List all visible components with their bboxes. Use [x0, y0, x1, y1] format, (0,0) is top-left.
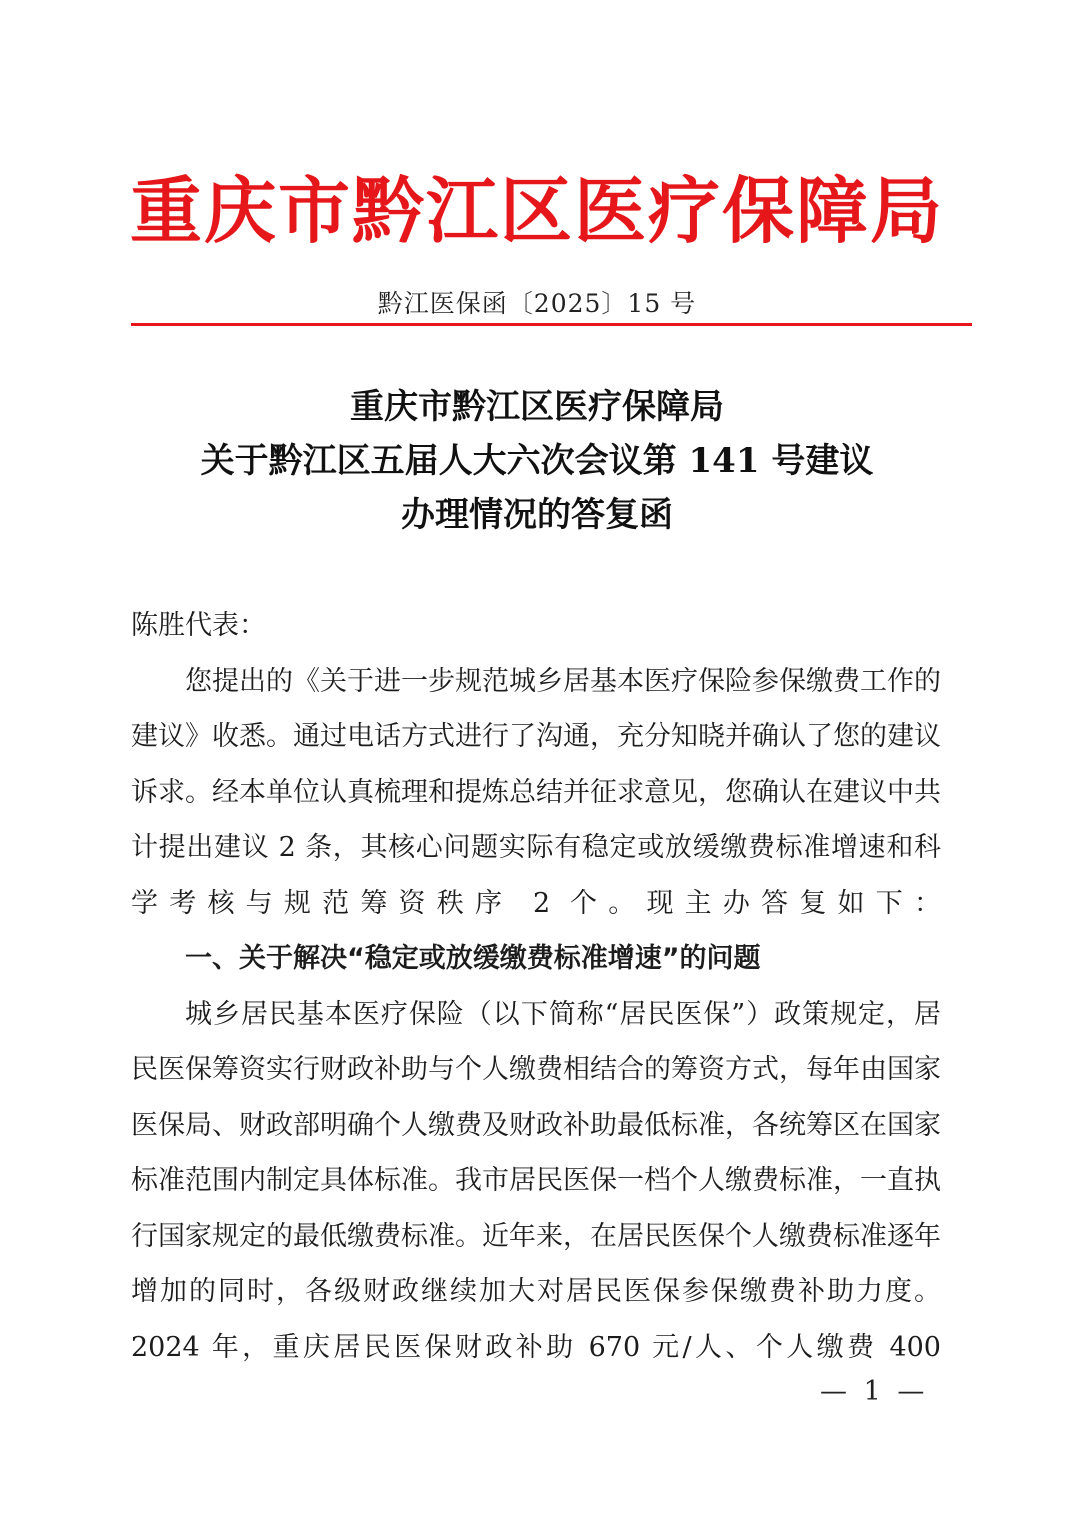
paragraph-1: 您提出的《关于进一步规范城乡居基本医疗保险参保缴费工作的建议》收悉。通过电话方式进行了沟通，充分知晓并确认了您的建议诉求。经本单位认真梳理和提炼总结并征求意见，您确认在建议中共计提出建议 2 条，其核心问题实际有稳定或放缓缴费标准增速和科学考核与规范筹资秩序 2 个。现主办答复如下： — [131, 665, 941, 919]
masthead: 重庆市黔江区医疗保障局 — [129, 168, 944, 253]
red-divider — [131, 323, 972, 326]
paragraph-2: 城乡居民基本医疗保险（以下简称“居民医保”）政策规定，居民医保筹资实行财政补助与个人缴费相结合的筹资方式，每年由国家医保局、财政部明确个人缴费及财政补助最低标准，各统筹区在国家标准范围内制定具体标准。我市居民医保一档个人缴费标准，一直执行国家规定的最低缴费标准。近年来，在居民医保个人缴费标准逐年增加的同时，各级财政继续加大对居民医保参保缴费补助力度。2024 年，重庆居民医保财政补助 670 元/人、个人缴费 400 — [131, 998, 941, 1363]
salutation: 陈胜代表： — [131, 610, 266, 641]
title-line-3: 办理情况的答复函 — [401, 495, 673, 535]
title-line-1: 重庆市黔江区医疗保障局 — [350, 387, 724, 427]
document-number: 黔江医保函〔2025〕15 号 — [377, 289, 697, 318]
section-heading-1: 一、关于解决“稳定或放缓缴费标准增速”的问题 — [185, 943, 761, 974]
page-number: — 1 — — [820, 1376, 929, 1407]
title-line-2: 关于黔江区五届人大六次会议第 141 号建议 — [200, 441, 874, 481]
document-title — [0, 380, 1074, 542]
letter-body — [131, 598, 941, 1375]
